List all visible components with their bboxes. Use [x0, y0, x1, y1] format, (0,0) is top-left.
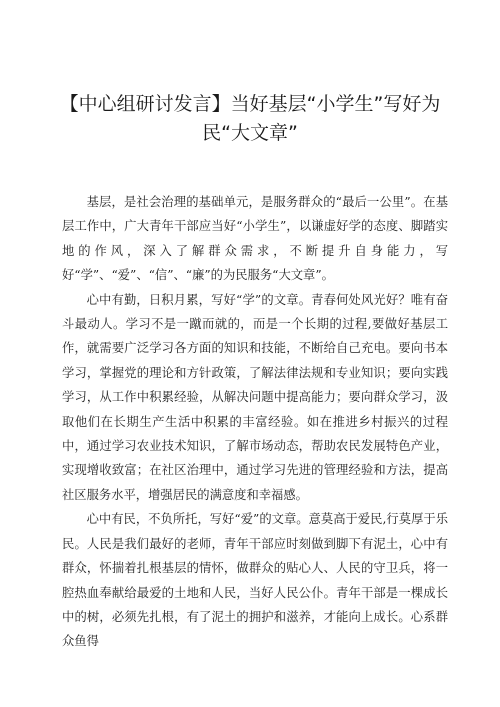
- document-body: [62, 190, 448, 654]
- document-title: [40, 90, 460, 148]
- paragraph-study: 心中有勤，日积月累，写好“学”的文章。青春何处风光好？唯有奋斗最动人。学习不是一蹴而就的，而是一个长期的过程,要做好基层工作，就需要广泛学习各方面的知识和技能，不断给自己充电。要向书本学习，掌握党的理论和方针政策，了解法律法规和专业知识；要向实践学习，从工作中积累经验，从解决问题中提高能力；要向群众学习，汲取他们在长期生产生活中积累的丰富经验。如在推进乡村振兴的过程中，通过学习农业技术知识，了解市场动态，帮助农民发展特色产业，实现增收致富；在社区治理中，通过学习先进的管理经验和方法，提高社区服务水平，增强居民的满意度和幸福感。: [62, 292, 448, 502]
- title-line-1: 【中心组研讨发言】当好基层“小学生”写好为: [59, 93, 441, 115]
- paragraph-intro: 基层，是社会治理的基础单元，是服务群众的“最后一公里”。在基层工作中，广大青年干部应当好“小学生”，以谦虚好学的态度、脚踏实地的作风，深入了解群众需求，不断提升自身能力，写好“学”、“爱”、“信”、“廉”的为民服务“大文章”。: [62, 195, 448, 283]
- paragraph-love: 心中有民，不负所托，写好“爱”的文章。意莫高于爱民,行莫厚于乐民。人民是我们最好的老师，青年干部应时刻做到脚下有泥土，心中有群众，怀揣着扎根基层的情怀，做群众的贴心人、人民的守卫兵，将一腔热血奉献给最爱的土地和人民，当好人民公仆。青年干部是一棵成长中的树，必须先扎根，有了泥土的拥护和滋养，才能向上成长。心系群众鱼得: [62, 512, 448, 649]
- title-line-2: 民“大文章”: [202, 122, 298, 144]
